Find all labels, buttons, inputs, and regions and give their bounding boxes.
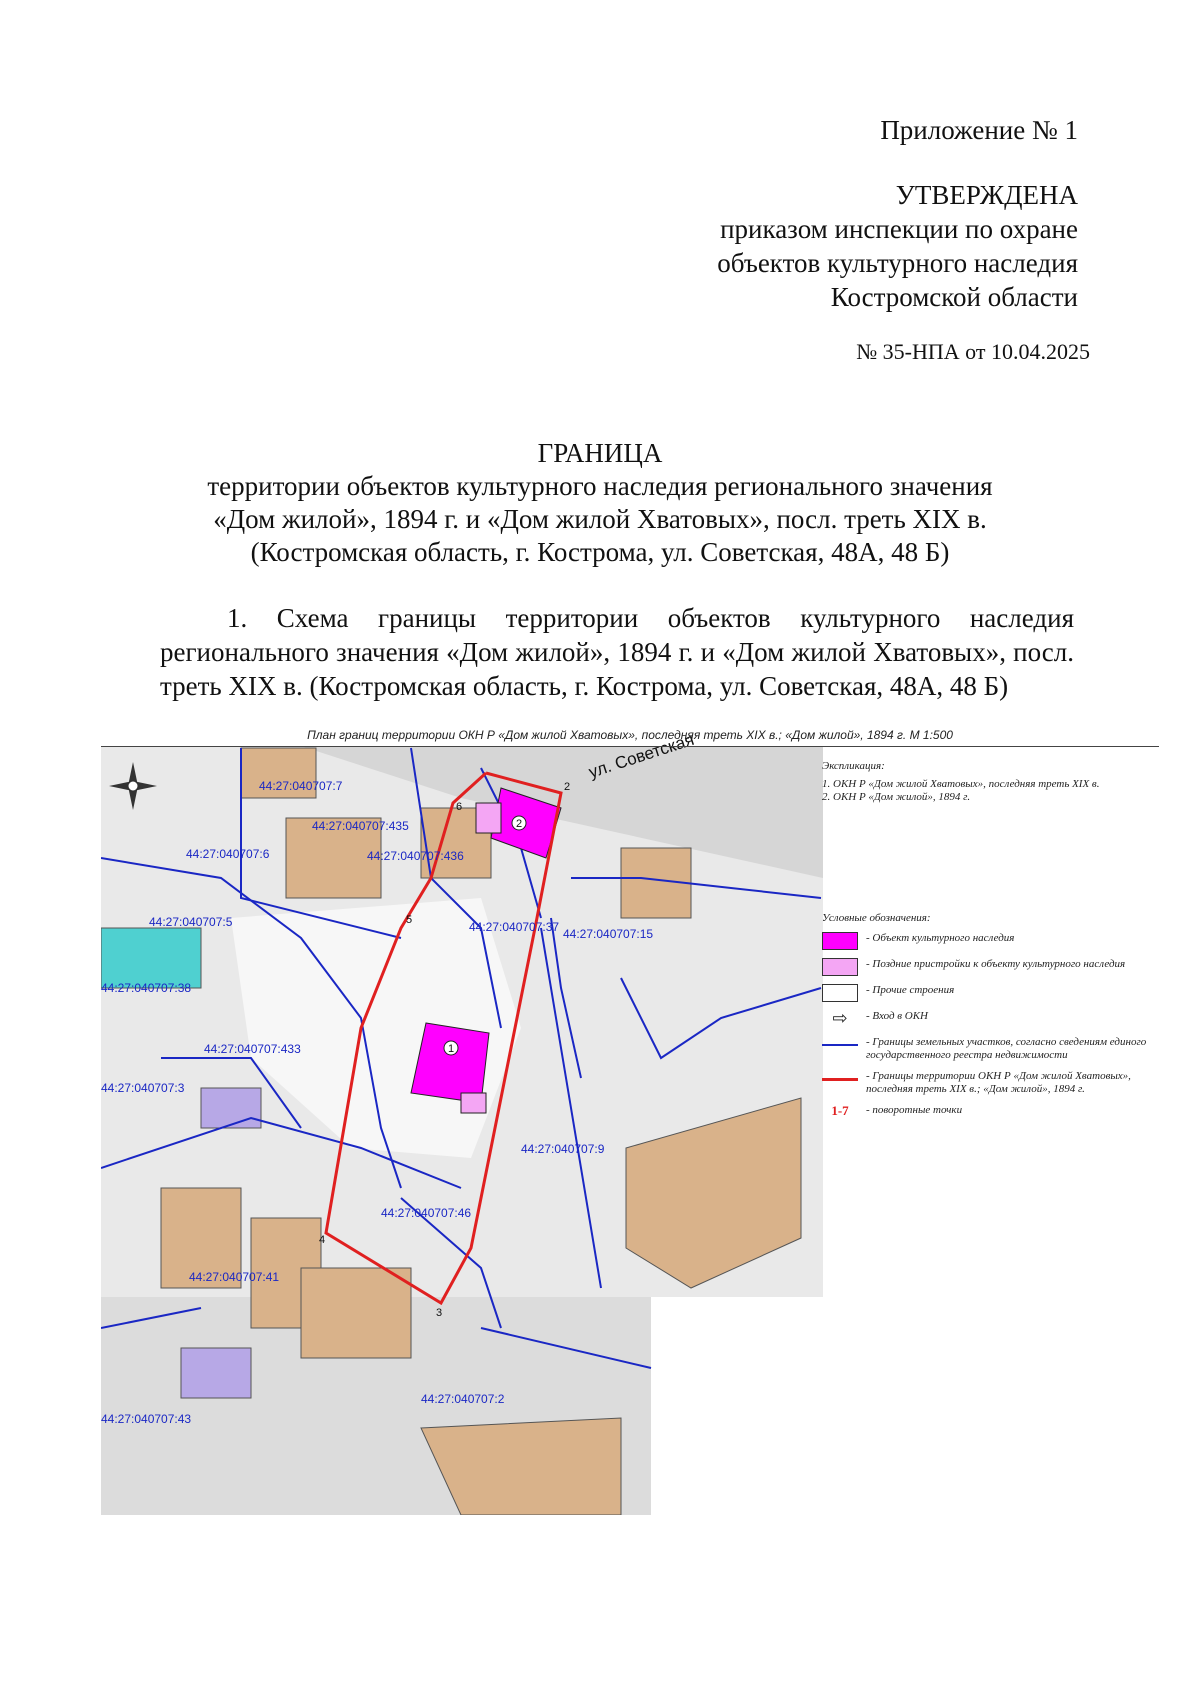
arrow-right-icon: ⇨: [832, 1008, 848, 1028]
cadastral-label: 44:27:040707:435: [312, 819, 409, 833]
title-line: «Дом жилой», 1894 г. и «Дом жилой Хватовых», посл. треть XIX в.: [213, 504, 987, 534]
cadastral-label: 44:27:040707:37: [469, 920, 560, 934]
legend-row-boundary: [822, 1070, 1162, 1096]
title-line: территории объектов культурного наследия регионального значения: [207, 471, 993, 501]
legend-text: - Объект культурного наследия: [866, 932, 1015, 944]
explication-item: 2. ОКН Р «Дом жилой», 1894 г.: [822, 791, 971, 803]
object-1-number: 1: [447, 1043, 455, 1055]
boundary-line-swatch: [822, 1070, 858, 1088]
street-label: ул. Советская: [586, 729, 697, 782]
legend-row-points: [822, 1104, 1162, 1117]
turning-point-4: 4: [319, 1234, 326, 1246]
approval-line: приказом инспекции по охране: [720, 214, 1078, 244]
cadastral-label: 44:27:040707:15: [563, 927, 654, 941]
symbols-title: Условные обозначения:: [822, 912, 931, 924]
turning-point-5: 5: [406, 914, 413, 926]
explication-title: Экспликация:: [822, 760, 885, 772]
annex-swatch: [822, 958, 858, 976]
title-line: (Костромская область, г. Кострома, ул. Советская, 48А, 48 Б): [250, 537, 950, 567]
cadastral-label: 44:27:040707:6: [186, 847, 270, 861]
okn-swatch: [822, 932, 858, 950]
order-number: № 35-НПА от 10.04.2025: [856, 339, 1090, 364]
turning-point-3: 3: [436, 1307, 443, 1319]
document-title: [80, 437, 1120, 569]
cadastral-label: 44:27:040707:38: [101, 981, 192, 995]
appendix-label: Приложение № 1: [880, 115, 1078, 145]
legend-row-annex: [822, 958, 1162, 976]
approval-line: объектов культурного наследия: [717, 248, 1078, 278]
cadastral-label: 44:27:040707:7: [259, 779, 343, 793]
map-legend: [822, 760, 1162, 1117]
turning-point-2: 2: [564, 781, 571, 793]
legend-text: - Границы земельных участков, согласно сведениям единого государственного реестра недвижимости: [866, 1036, 1147, 1061]
other-swatch: [822, 984, 858, 1002]
cadastral-label: 44:27:040707:433: [204, 1042, 301, 1056]
legend-text: - Границы территории ОКН Р «Дом жилой Хватовых», последняя треть XIX в.; «Дом жилой», 1894 г.: [866, 1070, 1131, 1095]
legend-row-other: [822, 984, 1162, 1002]
points-symbol: 1-7: [831, 1103, 849, 1118]
title-main: ГРАНИЦА: [537, 438, 663, 468]
annex-object-1: [461, 1093, 486, 1113]
legend-text: - Поздние пристройки к объекту культурного наследия: [866, 958, 1126, 970]
cadastral-label: 44:27:040707:46: [381, 1206, 472, 1220]
approval-block: [717, 178, 1078, 314]
annex-object-2: [476, 803, 501, 833]
legend-text: - Прочие строения: [866, 984, 955, 996]
cadastral-label: 44:27:040707:3: [101, 1081, 185, 1095]
cadastral-label: 44:27:040707:9: [521, 1142, 605, 1156]
legend-text: - поворотные точки: [866, 1104, 963, 1116]
legend-row-okn: [822, 932, 1162, 950]
approval-line: Костромской области: [830, 282, 1078, 312]
parcel-line-swatch: [822, 1036, 858, 1054]
cadastral-label: 44:27:040707:436: [367, 849, 464, 863]
cadastral-label: 44:27:040707:43: [101, 1412, 192, 1426]
cyan-building: [101, 928, 201, 988]
legend-row-entrance: [822, 1010, 1162, 1028]
cadastral-label: 44:27:040707:41: [189, 1270, 280, 1284]
object-2-number: 2: [515, 818, 523, 830]
turning-point-6: 6: [456, 801, 463, 813]
map-title: План границ территории ОКН Р «Дом жилой Хватовых», последняя треть XIX в.; «Дом жилой», 1894 г. М 1:500: [101, 728, 1159, 747]
explication-item: 1. ОКН Р «Дом жилой Хватовых», последняя треть XIX в.: [822, 778, 1100, 790]
cadastral-label: 44:27:040707:5: [149, 915, 233, 929]
approval-line: УТВЕРЖДЕНА: [895, 180, 1078, 210]
legend-text: - Вход в ОКН: [866, 1010, 928, 1022]
legend-row-parcels: [822, 1036, 1162, 1062]
cadastral-label: 44:27:040707:2: [421, 1392, 505, 1406]
section-1-paragraph: 1. Схема границы территории объектов культурного наследия регионального значения «Дом жилой», 1894 г. и «Дом жилой Хватовых», посл. треть XIX в. (Костромская область, г. Кострома, ул. Советская, 48А, 48 Б): [160, 603, 1074, 701]
